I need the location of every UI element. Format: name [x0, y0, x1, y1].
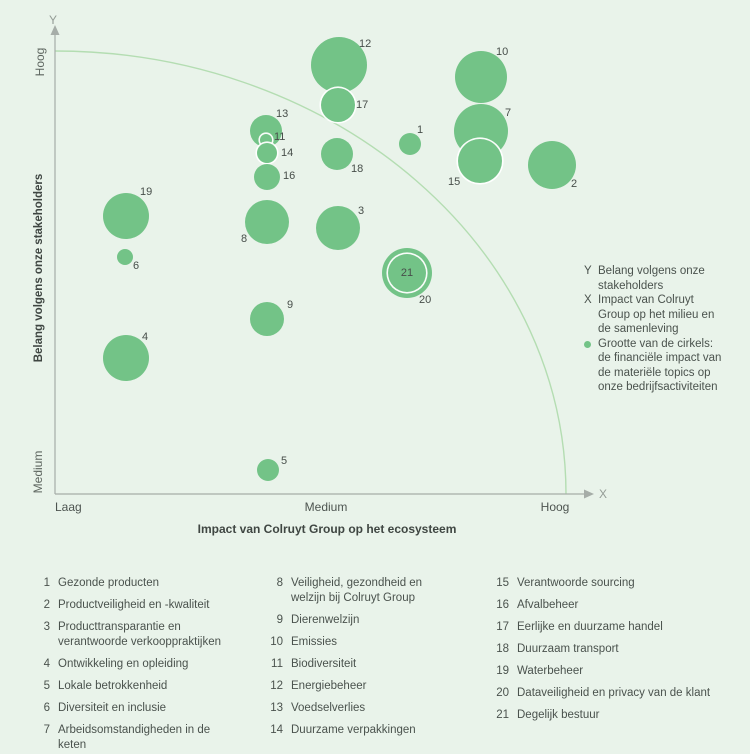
topic-item-19	[494, 664, 739, 679]
topic-item-20	[494, 686, 739, 701]
topic-number: 7	[43, 724, 50, 736]
topic-item-9	[268, 613, 453, 628]
topic-number: 2	[43, 599, 50, 611]
bubble-label-14: 14	[281, 147, 294, 159]
bubble-2	[528, 141, 576, 189]
topic-number: 8	[276, 577, 283, 589]
legend-item-text: Impact van Colruyt Group op het milieu en de samenleving	[598, 294, 715, 335]
bubble-label-3: 3	[358, 205, 365, 217]
bubble-label-7: 7	[505, 107, 512, 119]
legend-item-2	[584, 293, 744, 337]
topic-number: 19	[496, 665, 509, 677]
legend-circle-size-icon	[584, 337, 598, 395]
topic-label: Emissies	[291, 636, 338, 648]
legend-axis-letter: Y	[584, 265, 592, 277]
topic-number: 10	[270, 636, 283, 648]
x-tick-medium: Medium	[304, 500, 348, 514]
topic-number: 9	[276, 614, 283, 626]
bubble-16	[254, 164, 280, 190]
bubble-19	[103, 193, 149, 239]
bubble-label-5: 5	[281, 455, 288, 467]
bubble-5	[257, 459, 279, 481]
topic-label: Energiebeheer	[291, 680, 367, 692]
topic-label: Duurzame verpakkingen	[291, 724, 416, 736]
topic-number: 5	[43, 680, 50, 692]
topic-number: 11	[271, 658, 283, 670]
topic-item-10	[268, 635, 453, 650]
bubble-label-11: 11	[274, 131, 286, 143]
bubble-label-6: 6	[133, 260, 140, 272]
chart-legend	[584, 264, 744, 395]
topic-item-16	[494, 598, 739, 613]
topic-number: 14	[270, 724, 283, 736]
bubble-10	[455, 51, 507, 103]
topic-item-7	[40, 723, 255, 753]
topic-item-5	[40, 679, 255, 694]
x-tick-laag: Laag	[55, 500, 82, 514]
topic-item-11	[268, 657, 453, 672]
bubble-label-19: 19	[140, 186, 153, 198]
topic-label: Veiligheid, gezondheid en welzijn bij Colruyt Group	[291, 577, 423, 604]
legend-item-3	[584, 337, 744, 395]
topic-item-17	[494, 620, 739, 635]
bubble-14	[257, 143, 277, 163]
topic-number: 1	[43, 577, 50, 589]
topic-number: 17	[496, 621, 509, 633]
topic-number: 18	[496, 643, 509, 655]
topic-label: Waterbeheer	[517, 665, 584, 677]
topic-label: Gezonde producten	[58, 577, 160, 589]
bubble-label-17: 17	[356, 99, 369, 111]
topics-column-3	[494, 576, 739, 730]
topic-item-15	[494, 576, 739, 591]
bubble-17	[321, 88, 355, 122]
y-tick-hoog: Hoog	[33, 47, 47, 77]
topic-number: 13	[270, 702, 283, 714]
legend-item-text: Grootte van de cirkels: de financiële impact van de materiële topics op onze bedrijfsactiviteiten	[598, 337, 722, 393]
topic-item-21	[494, 708, 739, 723]
topic-item-12	[268, 679, 453, 694]
x-axis-arrow-icon	[584, 490, 594, 499]
bubble-6	[117, 249, 133, 265]
topic-item-4	[40, 657, 255, 672]
topic-number: 16	[496, 599, 509, 611]
topics-column-2	[268, 576, 453, 745]
x-axis-title: Impact van Colruyt Group op het ecosysteem	[197, 522, 457, 536]
bubble-label-1: 1	[417, 124, 424, 136]
bubble-8	[245, 200, 289, 244]
topic-label: Afvalbeheer	[517, 599, 579, 611]
bubble-label-13: 13	[276, 108, 289, 120]
topic-label: Voedselverlies	[291, 702, 366, 714]
topic-label: Productveiligheid en -kwaliteit	[58, 599, 210, 611]
legend-item-text: Belang volgens onze stakeholders	[598, 265, 705, 292]
topic-label: Degelijk bestuur	[517, 709, 600, 721]
topic-label: Dataveiligheid en privacy van de klant	[517, 687, 711, 699]
bubble-label-9: 9	[287, 299, 294, 311]
topic-label: Biodiversiteit	[291, 658, 357, 670]
topic-label: Arbeidsomstandigheden in de keten	[58, 724, 211, 751]
topic-number: 4	[43, 658, 50, 670]
topic-label: Diversiteit en inclusie	[58, 702, 167, 714]
topic-label: Lokale betrokkenheid	[58, 680, 168, 692]
topic-number: 3	[43, 621, 50, 633]
bubble-15	[458, 139, 502, 183]
x-tick-hoog: Hoog	[540, 500, 570, 514]
topic-item-8	[268, 576, 453, 606]
legend-item-1	[584, 264, 744, 293]
bubble-9	[250, 302, 284, 336]
topic-item-6	[40, 701, 255, 716]
topic-number: 15	[496, 577, 509, 589]
bubble-label-4: 4	[142, 331, 149, 343]
topic-label: Producttransparantie en verantwoorde verkooppraktijken	[58, 621, 222, 648]
topic-label: Duurzaam transport	[517, 643, 619, 655]
bubble-label-8: 8	[241, 233, 248, 245]
topics-column-1	[40, 576, 255, 754]
green-dot-icon	[584, 341, 591, 348]
topic-number: 20	[496, 687, 509, 699]
bubble-3	[316, 206, 360, 250]
topic-item-13	[268, 701, 453, 716]
bubble-18	[321, 138, 353, 170]
topic-item-2	[40, 598, 255, 613]
topic-number: 12	[270, 680, 283, 692]
y-axis-title: Belang volgens onze stakeholders	[33, 173, 45, 363]
legend-axis-letter: X	[584, 294, 592, 306]
x-axis-letter: X	[599, 487, 608, 501]
bubble-label-21: 21	[400, 267, 414, 279]
topic-number: 21	[496, 709, 509, 721]
topic-item-3	[40, 620, 255, 650]
bubble-label-20: 20	[419, 294, 432, 306]
y-axis-letter: Y	[49, 13, 58, 27]
topic-item-14	[268, 723, 453, 738]
bubble-label-10: 10	[496, 46, 509, 58]
bubble-label-2: 2	[571, 178, 578, 190]
bubble-label-12: 12	[359, 38, 372, 50]
topic-label: Verantwoorde sourcing	[517, 577, 635, 589]
bubble-label-16: 16	[283, 170, 296, 182]
topic-label: Ontwikkeling en opleiding	[58, 658, 189, 670]
topic-label: Dierenwelzijn	[291, 614, 360, 626]
topic-label: Eerlijke en duurzame handel	[517, 621, 663, 633]
bubble-label-18: 18	[351, 163, 364, 175]
topic-number: 6	[43, 702, 50, 714]
bubble-1	[399, 133, 421, 155]
topic-item-1	[40, 576, 255, 591]
y-tick-medium: Medium	[31, 450, 45, 494]
topic-item-18	[494, 642, 739, 657]
bubble-label-15: 15	[448, 176, 461, 188]
